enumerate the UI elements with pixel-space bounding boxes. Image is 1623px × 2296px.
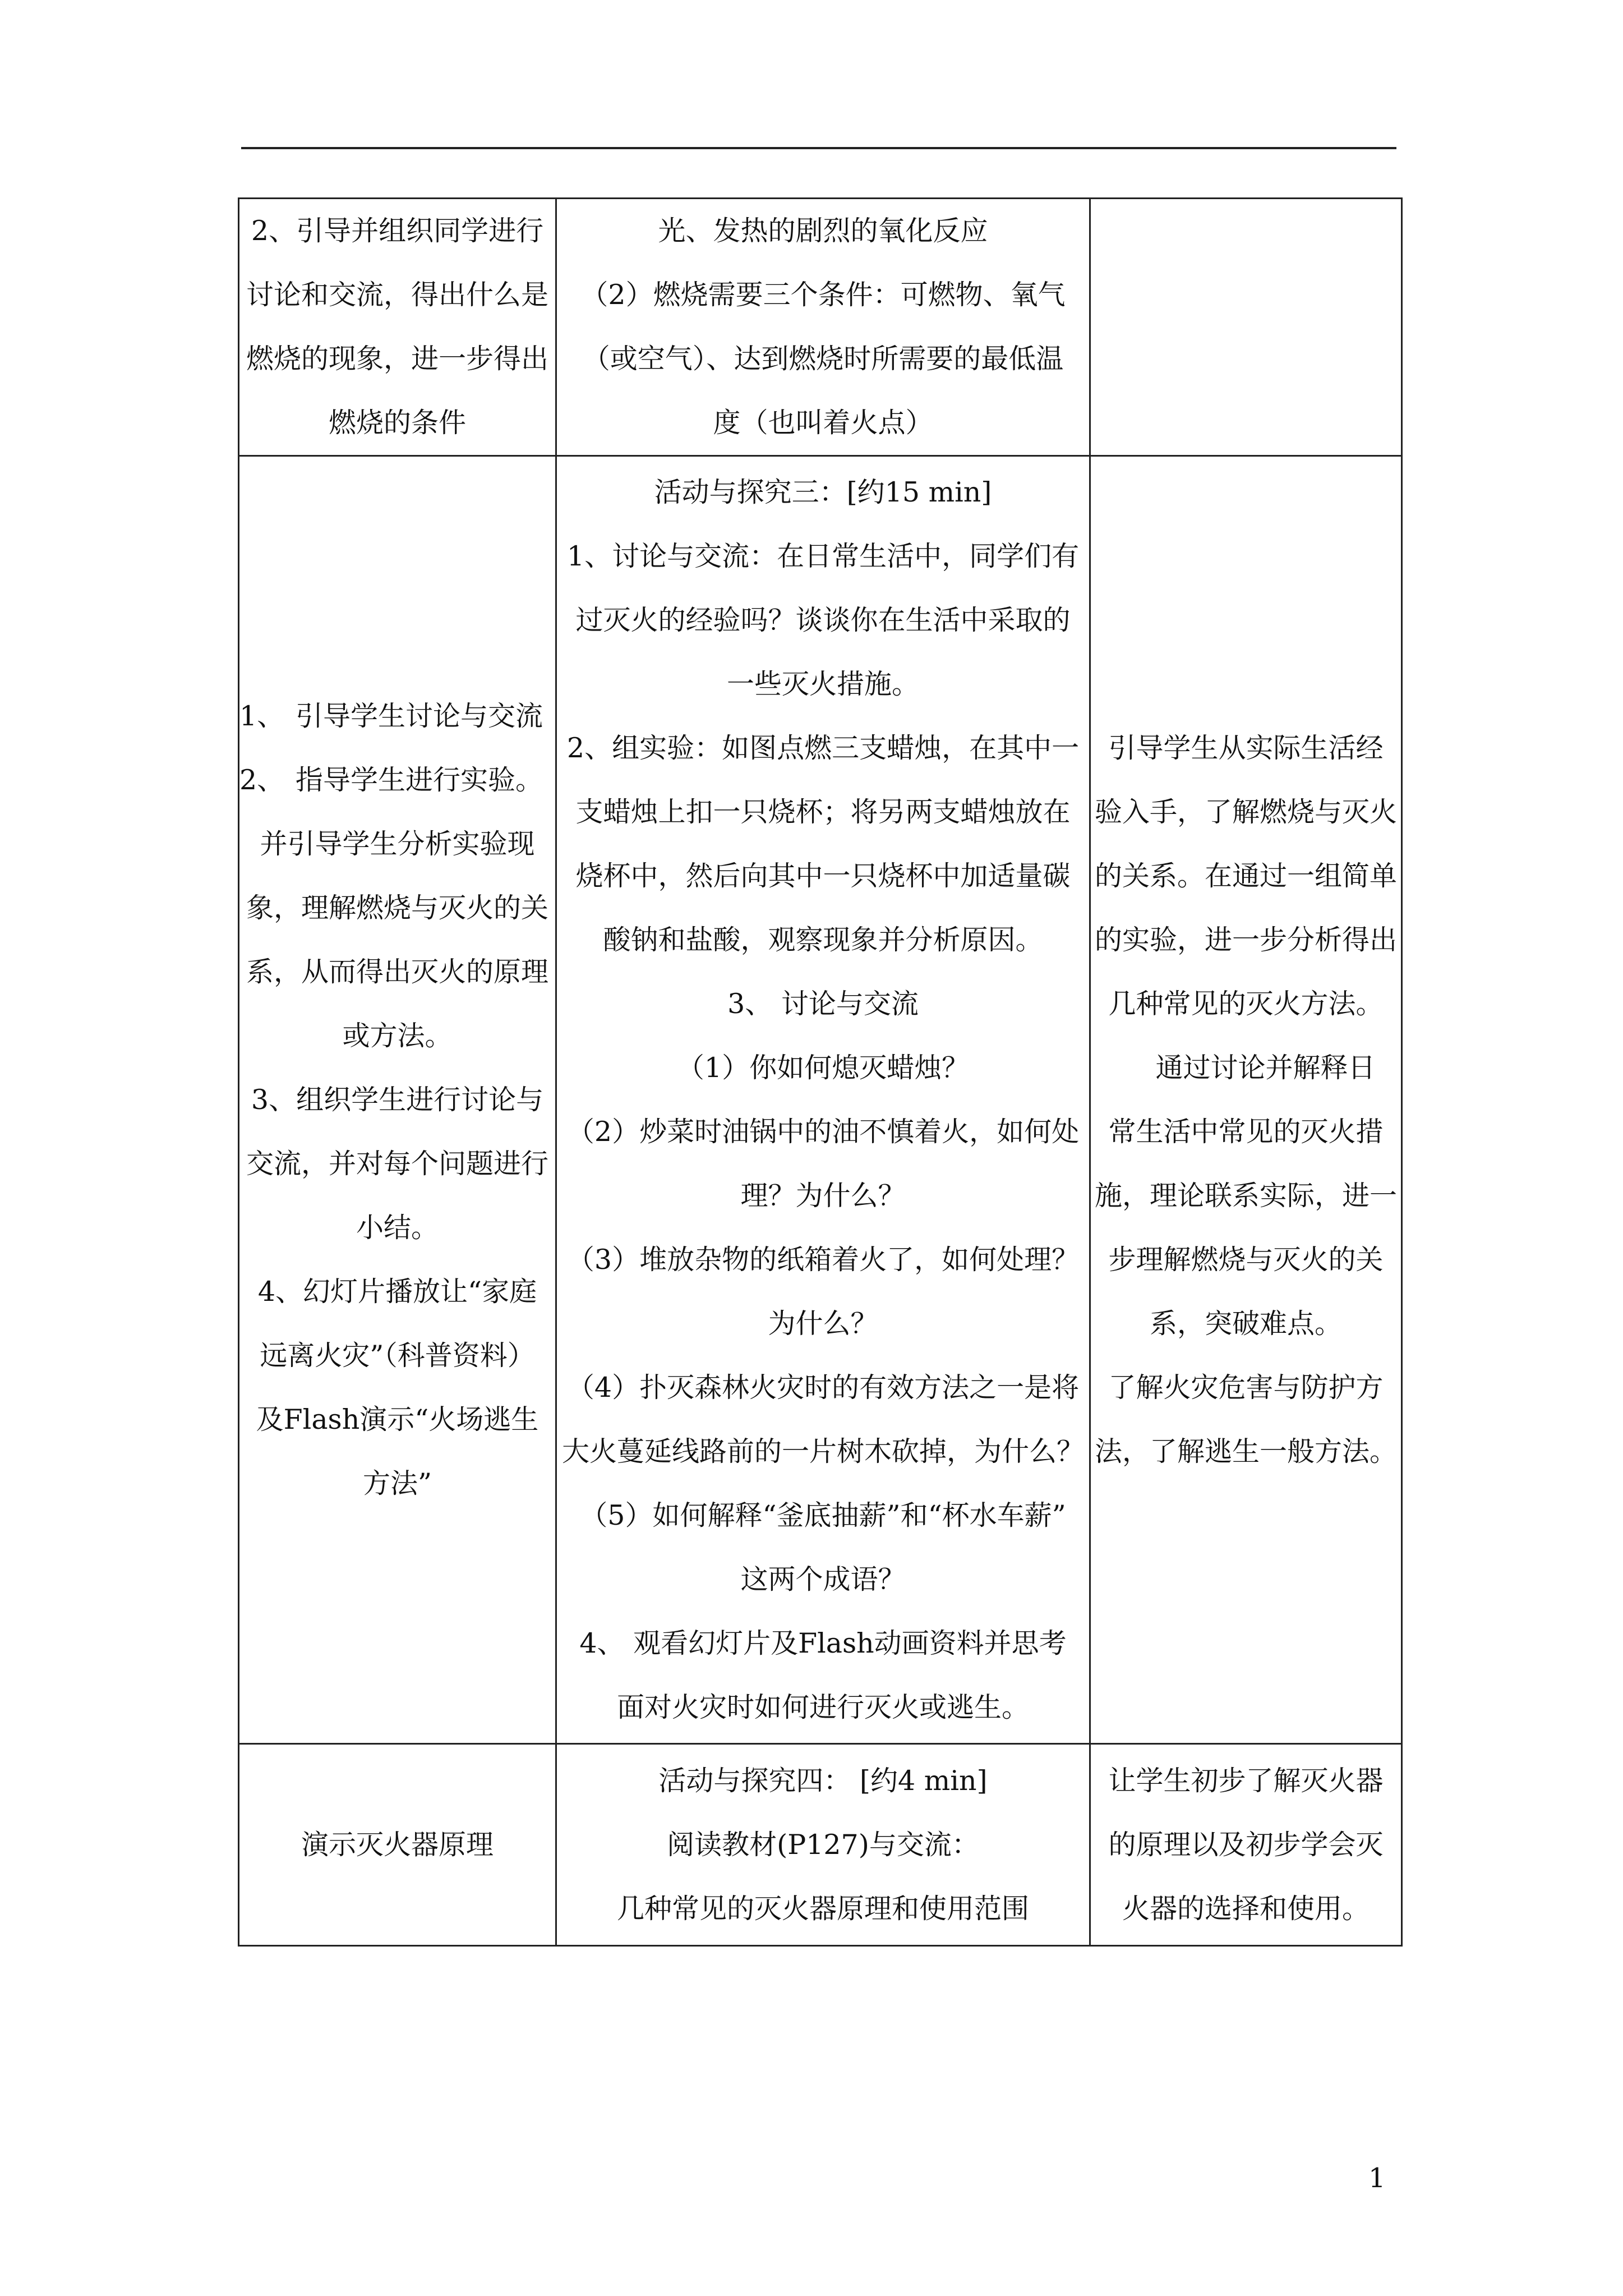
text-line: 活动与探究四： [约4 min]	[658, 1764, 988, 1797]
text-line: 阅读教材(P127)与交流：	[667, 1828, 979, 1861]
text-line: （1）你如何熄灭蜡烛？	[676, 1051, 970, 1084]
text-line: 远离火灾”（科普资料）	[260, 1339, 535, 1372]
table-row	[239, 456, 1402, 1744]
text-line: 交流，并对每个问题进行	[246, 1147, 548, 1180]
header-rule	[241, 147, 1396, 149]
text-line: 3、组织学生进行讨论与	[251, 1083, 544, 1116]
text-line: 象，理解燃烧与灭火的关	[246, 891, 548, 924]
text-line: 支蜡烛上扣一只烧杯；将另两支蜡烛放在	[575, 795, 1071, 828]
text-line: 的实验，进一步分析得出	[1094, 923, 1397, 956]
text-line: 烧杯中，然后向其中一只烧杯中加适量碳	[575, 859, 1071, 892]
text-line: 燃烧的条件	[328, 407, 466, 439]
text-line: （4）扑灭森林火灾时的有效方法之一是将	[566, 1371, 1080, 1404]
text-line: 为什么？	[768, 1307, 878, 1340]
text-line: 通过讨论并解释日	[1155, 1051, 1376, 1084]
text-line: 了解火灾危害与防护方	[1108, 1371, 1384, 1404]
text-line: 一些灭火措施。	[726, 668, 919, 700]
text-line: 度（也叫着火点）	[713, 407, 933, 439]
table-row	[239, 199, 1402, 456]
text-line: 让学生初步了解灭火器	[1108, 1764, 1384, 1797]
text-line: 或方法。	[342, 1019, 453, 1052]
text-line: 面对火灾时如何进行灭火或逃生。	[616, 1691, 1029, 1723]
text-line: 这两个成语？	[740, 1563, 906, 1595]
text-line: 4、幻灯片播放让“家庭	[257, 1275, 537, 1308]
teacher-activity-cell	[239, 199, 556, 456]
text-line: 3、 讨论与交流	[727, 987, 919, 1020]
text-line: 的原理以及初步学会灭	[1108, 1828, 1384, 1861]
list-item: 1、 引导学生讨论与交流	[239, 700, 543, 732]
teacher-activity-cell	[239, 1744, 556, 1946]
design-intent-cell	[1090, 1744, 1402, 1946]
text-line: 并引导学生分析实验现	[260, 827, 535, 860]
text-line: 系，从而得出灭火的原理	[246, 955, 548, 988]
text-line: （5）如何解释“釜底抽薪”和“杯水车薪”	[580, 1499, 1066, 1531]
design-intent-cell	[1090, 199, 1402, 456]
text-line: 步理解燃烧与灭火的关	[1108, 1243, 1384, 1276]
design-intent-cell	[1090, 456, 1402, 1744]
text-line: 讨论和交流，得出什么是	[246, 279, 548, 311]
text-line: 2、组实验：如图点燃三支蜡烛，在其中一	[566, 731, 1080, 764]
lesson-table	[238, 197, 1403, 1947]
text-line: 2、引导并组织同学进行	[251, 215, 544, 247]
page-number: 1	[1368, 2162, 1386, 2194]
text-line: 大火蔓延线路前的一片树木砍掉，为什么？	[561, 1435, 1084, 1467]
text-line: 过灭火的经验吗？谈谈你在生活中采取的	[575, 604, 1071, 636]
text-line: 施，理论联系实际，进一	[1094, 1179, 1397, 1212]
teacher-activity-cell	[239, 456, 556, 1744]
text-line: 法，了解逃生一般方法。	[1094, 1435, 1397, 1467]
list-item: 2、 指导学生进行实验。	[239, 763, 543, 796]
text-line: （2）炒菜时油锅中的油不慎着火，如何处	[566, 1115, 1080, 1148]
text-line: 火器的选择和使用。	[1122, 1892, 1370, 1925]
text-line: 验入手，了解燃烧与灭火	[1094, 795, 1397, 828]
text-line: 理？为什么？	[740, 1179, 906, 1212]
text-line: 几种常见的灭火方法。	[1108, 987, 1384, 1020]
text-line: 几种常见的灭火器原理和使用范围	[616, 1892, 1029, 1925]
text-line: 演示灭火器原理	[301, 1828, 494, 1861]
text-line: 系，突破难点。	[1149, 1307, 1342, 1340]
text-line: 1、讨论与交流：在日常生活中，同学们有	[566, 540, 1080, 572]
text-line: 引导学生从实际生活经	[1108, 731, 1384, 764]
table-row	[239, 1744, 1402, 1946]
text-line: 燃烧的现象，进一步得出	[246, 343, 548, 375]
text-line: 酸钠和盐酸，观察现象并分析原因。	[603, 923, 1043, 956]
text-line: 常生活中常见的灭火措	[1108, 1115, 1384, 1148]
text-line: 小结。	[356, 1211, 439, 1244]
text-line: 方法”	[362, 1467, 432, 1499]
student-activity-cell	[556, 199, 1090, 456]
text-line: （或空气）、达到燃烧时所需要的最低温	[582, 343, 1064, 375]
student-activity-cell	[556, 1744, 1090, 1946]
student-activity-cell	[556, 456, 1090, 1744]
text-line: 光、发热的剧烈的氧化反应	[658, 215, 988, 247]
text-line: （2）燃烧需要三个条件：可燃物、氧气	[580, 279, 1066, 311]
text-line: 4、 观看幻灯片及Flash动画资料并思考	[579, 1627, 1067, 1659]
text-line: （3）堆放杂物的纸箱着火了，如何处理？	[566, 1243, 1080, 1276]
text-line: 的关系。在通过一组简单	[1094, 859, 1397, 892]
text-line: 及Flash演示“火场逃生	[256, 1403, 539, 1435]
text-line: 活动与探究三：[约15 min]	[654, 476, 992, 508]
